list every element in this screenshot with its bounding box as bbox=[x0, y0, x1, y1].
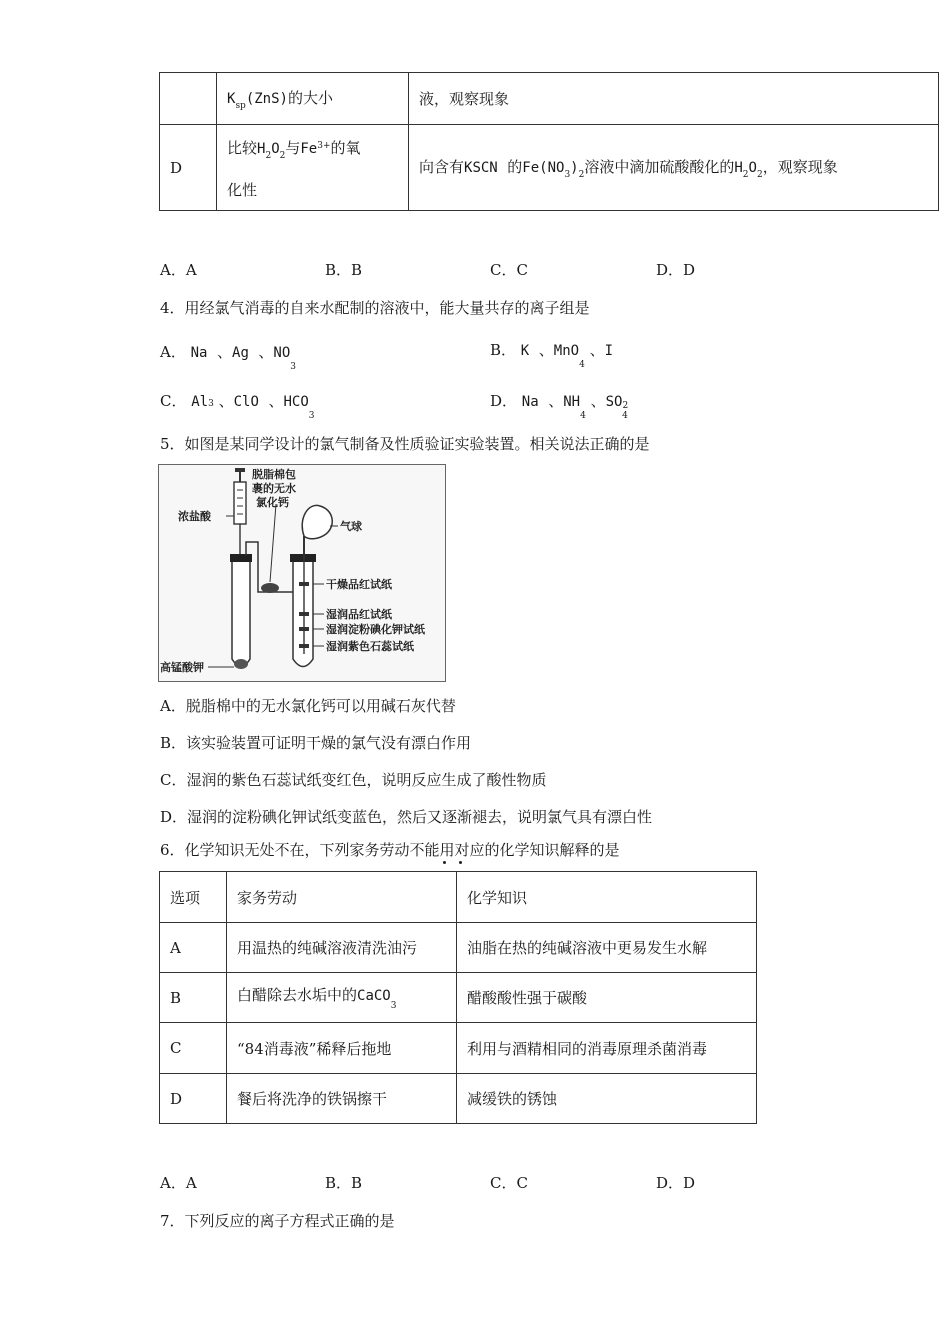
label-kmno4: 高锰酸钾 bbox=[160, 661, 204, 674]
table-row bbox=[160, 973, 757, 1023]
q4-option-d[interactable]: D． Na 、$NH_4$ 、$SO_{24}$ bbox=[490, 392, 629, 421]
top-table-c-label bbox=[160, 73, 217, 125]
q4-option-a[interactable]: A． Na 、Ag 、$NO_3$ bbox=[160, 343, 297, 372]
q6-table bbox=[159, 871, 757, 1124]
label-hcl: 浓盐酸 bbox=[178, 510, 211, 523]
q4-option-b[interactable]: B． K 、MnO$_4$ 、I bbox=[490, 341, 614, 370]
table-row bbox=[160, 1074, 757, 1124]
q6-option-d[interactable]: D．D bbox=[656, 1174, 696, 1192]
q6-option-c[interactable]: C．C bbox=[490, 1174, 528, 1192]
q5-stem: 5．如图是某同学设计的氯气制备及性质验证实验装置。相关说法正确的是 bbox=[160, 435, 650, 453]
top-table bbox=[159, 72, 939, 211]
q6-row-d-chore: 餐后将洗净的铁锅擦干 bbox=[227, 1074, 457, 1124]
q5-option-c[interactable]: C．湿润的紫色石蕊试纸变红色，说明反应生成了酸性物质 bbox=[160, 771, 547, 789]
label-wet-starch: 湿润淀粉碘化钾试纸 bbox=[326, 623, 425, 636]
q6-row-c-label: C bbox=[160, 1023, 227, 1074]
table-row bbox=[160, 923, 757, 973]
q6-row-b-knowledge: 醋酸酸性强于碳酸 bbox=[457, 973, 757, 1023]
q6-row-a-label: A bbox=[160, 923, 227, 973]
q5-option-b[interactable]: B．该实验装置可证明干燥的氯气没有漂白作用 bbox=[160, 734, 472, 752]
q6-option-b[interactable]: B．B bbox=[325, 1174, 363, 1192]
label-cotton-3: 氯化钙 bbox=[256, 496, 289, 509]
q6-row-b-chore: 白醋除去水垢中的CaCO$_3$ bbox=[227, 973, 457, 1023]
table-row bbox=[160, 1023, 757, 1074]
q6-header-chore: 家务劳动 bbox=[227, 872, 457, 923]
q5-option-d[interactable]: D．湿润的淀粉碘化钾试纸变蓝色，然后又逐渐褪去，说明氯气具有漂白性 bbox=[160, 808, 653, 826]
label-dry-paper: 干燥品红试纸 bbox=[326, 578, 392, 591]
top-table-c-item: $K_{sp}(ZnS)$的大小 bbox=[217, 73, 409, 125]
top-table-d-item: 比较$H_2O_2$与$Fe^{3+}$的氧 化性 bbox=[217, 125, 409, 211]
q6-row-d-label: D bbox=[160, 1074, 227, 1124]
q6-row-d-knowledge: 减缓铁的锈蚀 bbox=[457, 1074, 757, 1124]
label-balloon: 气球 bbox=[340, 520, 362, 533]
label-wet-red: 湿润品红试纸 bbox=[326, 608, 392, 621]
q4-stem: 4．用经氯气消毒的自来水配制的溶液中，能大量共存的离子组是 bbox=[160, 299, 590, 317]
q3-option-b[interactable]: B．B bbox=[325, 261, 363, 279]
q7-stem: 7．下列反应的离子方程式正确的是 bbox=[160, 1212, 395, 1230]
top-table-d-method: 向含有KSCN 的$Fe(NO_3)_2$溶液中滴加硫酸酸化的$H_2O_2$，观察现象 bbox=[409, 125, 939, 211]
q6-option-a[interactable]: A．A bbox=[160, 1174, 197, 1192]
label-wet-litmus: 湿润紫色石蕊试纸 bbox=[326, 640, 414, 653]
emphasis-dot bbox=[443, 861, 446, 864]
label-cotton-1: 脱脂棉包 bbox=[252, 468, 296, 481]
q6-row-c-chore: “84消毒液”稀释后拖地 bbox=[227, 1023, 457, 1074]
q6-row-a-chore: 用温热的纯碱溶液清洗油污 bbox=[227, 923, 457, 973]
emphasis-dot bbox=[459, 861, 462, 864]
q3-option-d[interactable]: D．D bbox=[656, 261, 696, 279]
q6-row-b-label: B bbox=[160, 973, 227, 1023]
q6-stem: 6．化学知识无处不在，下列家务劳动不能用对应的化学知识解释的是 bbox=[160, 841, 620, 859]
q6-row-a-knowledge: 油脂在热的纯碱溶液中更易发生水解 bbox=[457, 923, 757, 973]
q6-header-option: 选项 bbox=[160, 872, 227, 923]
label-cotton-2: 裹的无水 bbox=[252, 482, 296, 495]
q6-row-c-knowledge: 利用与酒精相同的消毒原理杀菌消毒 bbox=[457, 1023, 757, 1074]
top-table-d-label: D bbox=[160, 125, 217, 211]
q5-apparatus-figure bbox=[158, 464, 446, 682]
q4-option-c[interactable]: C． Al3 、ClO 、$HCO_3$ bbox=[160, 392, 315, 421]
q3-option-a[interactable]: A．A bbox=[160, 261, 197, 279]
top-table-c-method: 液，观察现象 bbox=[409, 73, 939, 125]
q6-header-knowledge: 化学知识 bbox=[457, 872, 757, 923]
q5-option-a[interactable]: A．脱脂棉中的无水氯化钙可以用碱石灰代替 bbox=[160, 697, 456, 715]
q3-option-c[interactable]: C．C bbox=[490, 261, 528, 279]
